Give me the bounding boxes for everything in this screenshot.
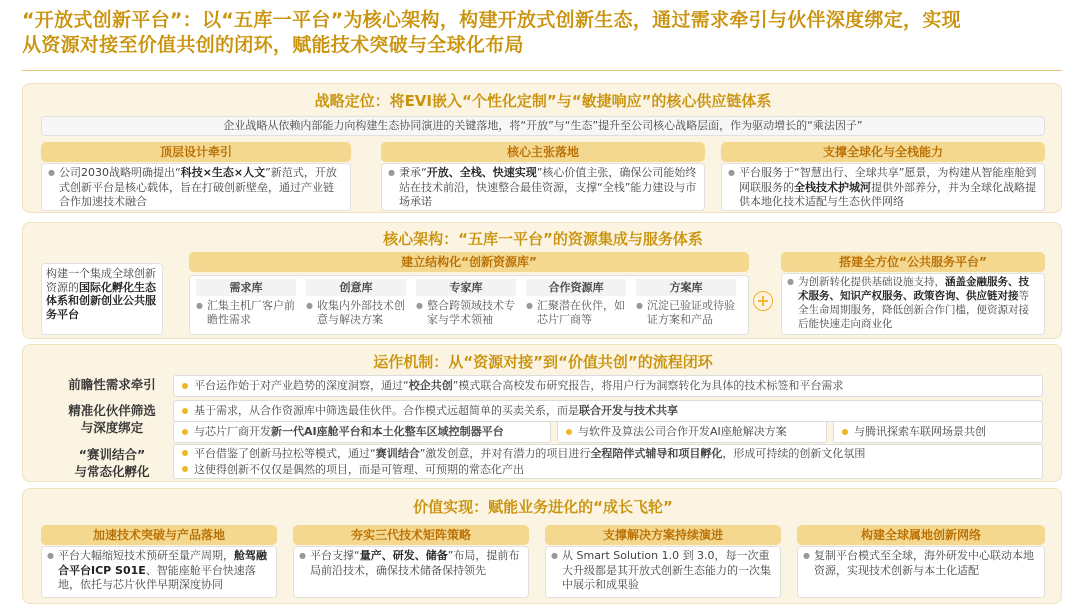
value-card-1-tag: 加速技术突破与产品落地	[41, 525, 277, 545]
operations-heading: 运作机制：从“资源对接”到“价值共创”的流程闭环	[373, 353, 713, 371]
ops-row-3-label: “赛训结合” 与常态化孵化	[74, 447, 150, 479]
core-intro: 构建一个集成全球创新资源的国际化孵化生态体系和创新创业公共服务平台	[41, 263, 163, 335]
library-solution-header: 方案库	[636, 279, 736, 296]
library-partner-desc: ● 汇聚潜在伙伴，如芯片厂商等	[526, 299, 630, 327]
ops-example-2: 与软件及算法公司合作开发AI座舱解决方案	[557, 421, 827, 443]
value-card-3-tag: 支撑解决方案持续演进	[545, 525, 781, 545]
strategy-heading: 战略定位：将EVI嵌入“个性化定制”与“敏捷响应”的核心供应链体系	[314, 92, 772, 110]
value-card-3: ● 从 Smart Solution 1.0 到 3.0，每一次重大升级都是其开放式创新生态能力的一次集中展示和成果验	[545, 546, 781, 598]
strategy-card-1: ● 公司2030战略明确提出“科技×生态×人文”新范式，开放式创新平台是核心载体，旨在打破创新壁垒，通过产业链合作加速技术融合	[41, 163, 351, 211]
core-heading: 核心架构：“五库一平台”的资源集成与服务体系	[383, 230, 703, 248]
value-card-4: ● 复制平台模式至全球，海外研发中心联动本地资源，实现技术创新与本土化适配	[797, 546, 1045, 598]
ops-row-3-text: 平台借鉴了创新马拉松等模式，通过“赛训结合”激发创意，并对有潜力的项目进行全程陪伴式辅导和项目孵化，形成可持续的创新文化氛围 这使得创新不仅仅是偶然的项目，而是可管理、可预期的常态化产出	[173, 444, 1043, 479]
strategy-card-3-tag: 支撑全球化与全栈能力	[721, 142, 1045, 162]
title-line-2: 从资源对接至价值共创的闭环，赋能技术突破与全球化布局	[22, 34, 524, 56]
library-need-desc: ● 汇集主机厂客户前瞻性需求	[196, 299, 300, 327]
ops-row-1-text: 平台运作始于对产业趋势的深度洞察，通过“校企共创”模式联合高校发布研究报告，将用户行为洞察转化为具体的技术标签和平台需求	[173, 375, 1043, 397]
resource-library-tag: 建立结构化“创新资源库”	[189, 252, 749, 272]
value-card-2-tag: 夯实三代技术矩阵策略	[293, 525, 529, 545]
core-panel	[22, 222, 1062, 339]
title-line-1: “开放式创新平台”：以“五库一平台”为核心架构，构建开放式创新生态，通过需求牵引与伙伴深度绑定，实现	[22, 9, 961, 31]
public-platform-tag: 搭建全方位“公共服务平台”	[781, 252, 1045, 272]
value-card-2: ● 平台支撑“量产、研发、储备”布局，提前布局前沿技术，确保技术储备保持领先	[293, 546, 529, 598]
ops-example-1: 与芯片厂商开发新一代AI座舱平台和本土化整车区域控制器平台	[173, 421, 551, 443]
library-idea-header: 创意库	[306, 279, 406, 296]
ops-row-2-label: 精准化伙伴筛选 与深度绑定	[68, 403, 156, 435]
resource-library-box	[189, 275, 749, 335]
library-need-header: 需求库	[196, 279, 296, 296]
ops-row-1-label: 前瞻性需求牵引	[68, 377, 156, 392]
ops-row-2-text: 基于需求，从合作资源库中筛选最佳伙伴。合作模式远超简单的买卖关系，而是联合开发与技术共享	[173, 400, 1043, 422]
strategy-summary: 企业战略从依赖内部能力向构建生态协同演进的关键落地，将“开放”与“生态”提升至公司核心战略层面，作为驱动增长的“乘法因子”	[41, 116, 1045, 136]
strategy-panel	[22, 83, 1062, 213]
plus-icon: +	[753, 291, 773, 311]
page-title	[22, 8, 1062, 58]
library-idea-desc: ● 收集内外部技术创意与解决方案	[306, 299, 410, 327]
title-divider	[22, 70, 1062, 71]
public-platform-card: ● 为创新转化提供基础设施支持，涵盖金融服务、技术服务、知识产权服务、政策咨询、供应链对接等全生命周期服务，降低创新合作门槛，便资源对接后能快速走向商业化	[781, 273, 1045, 335]
value-card-1: ● 平台大幅缩短技术预研至量产周期，舱驾融合平台ICP S01E、智能座舱平台快速落地，依托与芯片伙伴早期深度协同	[41, 546, 277, 598]
value-heading: 价值实现：赋能业务进化的“成长飞轮”	[413, 498, 673, 516]
library-partner-header: 合作资源库	[526, 279, 626, 296]
operations-panel	[22, 344, 1062, 482]
strategy-card-2-tag: 核心主张落地	[381, 142, 705, 162]
library-expert-desc: ● 整合跨领域技术专家与学术领袖	[416, 299, 520, 327]
value-panel	[22, 488, 1062, 604]
strategy-card-3: ● 平台服务于“智慧出行、全球共享”愿景，为构建从智能座舱到网联服务的全栈技术护城河提供外部养分，并为全球化战略提供本地化技术适配与生态伙伴网络	[721, 163, 1045, 211]
strategy-card-2: ● 秉承“开放、全栈、快速实现”核心价值主张，确保公司能始终站在技术前沿，快速整合最佳资源，支撑“全栈”能力建设与市场承诺	[381, 163, 705, 211]
value-card-4-tag: 构建全球属地创新网络	[797, 525, 1045, 545]
strategy-card-1-tag: 顶层设计牵引	[41, 142, 351, 162]
library-expert-header: 专家库	[416, 279, 516, 296]
library-solution-desc: ● 沉淀已验证或待验证方案和产品	[636, 299, 740, 327]
ops-example-3: 与腾讯探索车联网场景共创	[833, 421, 1043, 443]
